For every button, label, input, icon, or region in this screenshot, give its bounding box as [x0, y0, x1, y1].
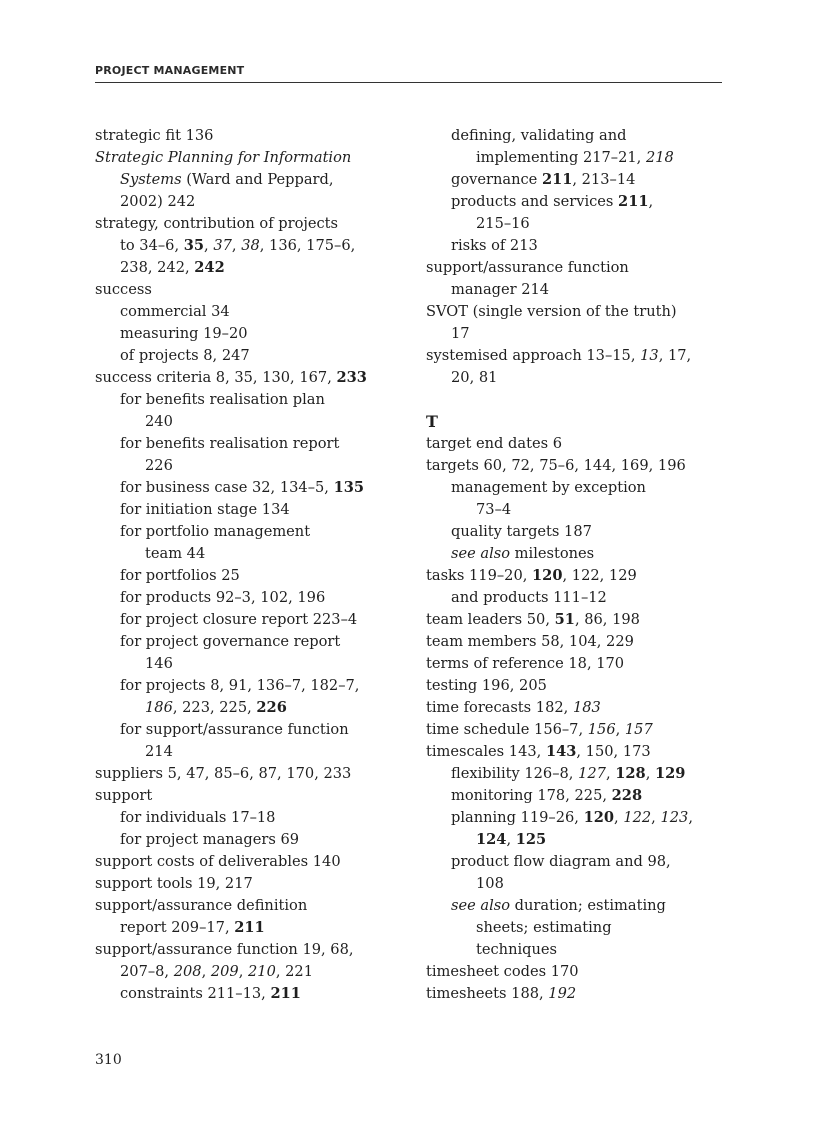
index-text: management by exception [451, 479, 646, 496]
index-text: , [605, 765, 616, 782]
index-text: 242 [194, 259, 225, 276]
index-text: , 122, 129 [562, 567, 637, 584]
index-text: 226 [256, 699, 287, 716]
index-entry [95, 125, 405, 147]
index-text: timescales 143, [426, 743, 546, 760]
index-subentry [426, 125, 726, 147]
running-header: PROJECT MANAGEMENT [95, 64, 245, 77]
index-subentry [95, 631, 405, 653]
index-text: 208 [173, 963, 202, 980]
index-text: 125 [515, 831, 547, 848]
index-subentry [95, 521, 405, 543]
index-subentry [426, 785, 726, 807]
index-entry [95, 279, 405, 301]
index-subentry [426, 587, 726, 609]
index-text: for project closure report 223–4 [120, 611, 358, 628]
index-text: 192 [548, 985, 577, 1002]
index-entry [95, 785, 405, 807]
index-subentry [95, 411, 405, 433]
index-entry [426, 301, 726, 323]
index-text: 240 [145, 413, 173, 430]
index-subentry [95, 961, 405, 983]
index-text: , [648, 193, 654, 210]
index-text: defining, validating and [451, 127, 627, 144]
header-rule [95, 82, 722, 83]
index-subentry [426, 895, 726, 917]
index-text: 51 [554, 611, 575, 628]
index-text: 128 [615, 765, 646, 782]
index-text: 218 [645, 149, 674, 166]
index-subentry [95, 587, 405, 609]
index-entry [426, 455, 726, 477]
index-text: , [614, 809, 624, 826]
index-text: for support/assurance function [120, 721, 349, 738]
index-column-left [95, 125, 405, 1005]
index-text: strategic fit 136 [95, 127, 214, 144]
index-text: 156 [587, 721, 616, 738]
index-subentry [95, 829, 405, 851]
index-text: techniques [476, 941, 558, 958]
index-text: governance [451, 171, 542, 188]
index-text: 214 [145, 743, 173, 760]
index-subentry [426, 191, 726, 213]
index-text: support [95, 787, 153, 804]
index-subentry [95, 169, 405, 191]
index-text: team members 58, 104, 229 [426, 633, 634, 650]
index-text: to 34–6, [120, 237, 184, 254]
index-text: support/assurance function [426, 259, 629, 276]
index-subentry [426, 829, 726, 851]
index-text: and products 111–12 [451, 589, 607, 606]
index-text: product flow diagram and 98, [451, 853, 671, 870]
index-text: 120 [583, 809, 615, 826]
index-entry [95, 895, 405, 917]
index-entry [426, 257, 726, 279]
index-subentry [426, 323, 726, 345]
index-entry [95, 851, 405, 873]
index-text: timesheet codes 170 [426, 963, 579, 980]
index-subentry [95, 345, 405, 367]
index-subentry [426, 147, 726, 169]
index-text: 20, 81 [451, 369, 498, 386]
index-text: for portfolio management [120, 523, 311, 540]
index-text: 143 [545, 743, 577, 760]
index-text: 226 [145, 457, 173, 474]
index-subentry [95, 565, 405, 587]
index-text: for individuals 17–18 [120, 809, 276, 826]
index-text: support costs of deliverables 140 [95, 853, 341, 870]
index-text: team 44 [145, 545, 206, 562]
index-text: flexibility 126–8, [451, 765, 579, 782]
index-text: , [204, 237, 214, 254]
index-subentry [426, 917, 726, 939]
section-letter [426, 411, 726, 433]
index-entry [426, 565, 726, 587]
index-text: terms of reference 18, 170 [426, 655, 625, 672]
index-subentry [426, 763, 726, 785]
index-entry [95, 873, 405, 895]
index-subentry [95, 697, 405, 719]
index-text: , [615, 721, 625, 738]
index-subentry [426, 279, 726, 301]
index-text: risks of 213 [451, 237, 538, 254]
index-text: 209 [210, 963, 239, 980]
index-entry [426, 345, 726, 367]
index-subentry [95, 543, 405, 565]
index-text: team leaders 50, [426, 611, 555, 628]
index-subentry [95, 323, 405, 345]
index-text: quality targets 187 [451, 523, 592, 540]
index-entry [95, 367, 405, 389]
index-text: manager 214 [451, 281, 550, 298]
index-text: support tools 19, 217 [95, 875, 253, 892]
index-subentry [426, 499, 726, 521]
index-subentry [426, 543, 726, 565]
index-text: 17 [451, 325, 470, 342]
index-text: 228 [611, 787, 643, 804]
index-text: 13 [640, 347, 659, 364]
index-text: 108 [476, 875, 504, 892]
index-subentry [95, 433, 405, 455]
index-text: , [651, 809, 661, 826]
index-entry [426, 741, 726, 763]
index-subentry [95, 455, 405, 477]
index-text: milestones [510, 545, 595, 562]
index-text: support/assurance function 19, 68, [95, 941, 354, 958]
index-text: 124 [476, 831, 507, 848]
index-text: SVOT (single version of the truth) [426, 303, 677, 320]
index-text: 233 [336, 369, 367, 386]
index-text: Strategic Planning for Information [95, 149, 352, 166]
index-text: , [506, 831, 516, 848]
index-entry [426, 697, 726, 719]
index-text: 123 [660, 809, 689, 826]
index-entry [426, 433, 726, 455]
index-text: , 223, 225, [172, 699, 257, 716]
index-entry [95, 763, 405, 785]
index-subentry [426, 807, 726, 829]
index-text: strategy, contribution of projects [95, 215, 339, 232]
index-entry [426, 961, 726, 983]
index-text: for project governance report [120, 633, 341, 650]
index-text: , [201, 963, 211, 980]
index-text: implementing 217–21, [476, 149, 646, 166]
index-subentry [95, 807, 405, 829]
index-text: for business case 32, 134–5, [120, 479, 334, 496]
index-entry [95, 939, 405, 961]
index-subentry [95, 301, 405, 323]
index-text: support/assurance definition [95, 897, 308, 914]
index-text: see also [451, 545, 511, 562]
index-text: 157 [624, 721, 653, 738]
index-subentry [426, 235, 726, 257]
index-subentry [426, 939, 726, 961]
index-text: , [688, 809, 693, 826]
index-text: 210 [248, 963, 276, 980]
index-text: measuring 19–20 [120, 325, 248, 342]
index-subentry [95, 741, 405, 763]
index-text: success [95, 281, 152, 298]
index-text: targets 60, 72, 75–6, 144, 169, 196 [426, 457, 686, 474]
index-text: (Ward and Peppard, [181, 171, 334, 188]
index-subentry [426, 213, 726, 235]
index-text: for products 92–3, 102, 196 [120, 589, 326, 606]
index-text: 73–4 [476, 501, 512, 518]
index-entry [426, 609, 726, 631]
index-text: Systems [120, 171, 182, 188]
index-subentry [426, 851, 726, 873]
index-text: 183 [572, 699, 601, 716]
index-text: 35 [183, 237, 205, 254]
index-text: 135 [333, 479, 365, 496]
index-text: target end dates 6 [426, 435, 562, 452]
index-text: success criteria 8, 35, 130, 167, [95, 369, 337, 386]
index-entry [426, 983, 726, 1005]
index-subentry [95, 477, 405, 499]
index-subentry [426, 169, 726, 191]
index-subentry [95, 389, 405, 411]
index-text: commercial 34 [120, 303, 230, 320]
index-text: for benefits realisation plan [120, 391, 325, 408]
index-text: 129 [654, 765, 686, 782]
index-text: , 213–14 [572, 171, 636, 188]
index-text: , 136, 175–6, [259, 237, 356, 254]
index-text: see also [451, 897, 511, 914]
index-text: 2002) 242 [120, 193, 196, 210]
index-text: 211 [234, 919, 265, 936]
index-text: , [645, 765, 655, 782]
index-text: 211 [270, 985, 301, 1002]
index-text: time forecasts 182, [426, 699, 573, 716]
index-subentry [426, 367, 726, 389]
index-entry [426, 719, 726, 741]
page-number: 310 [95, 1052, 122, 1068]
index-entry [426, 675, 726, 697]
index-text: , [231, 237, 242, 254]
index-text: 211 [541, 171, 573, 188]
index-subentry [95, 917, 405, 939]
index-text: for benefits realisation report [120, 435, 340, 452]
index-column-right [426, 125, 726, 1005]
index-text: 238, 242, [120, 259, 195, 276]
index-subentry [95, 191, 405, 213]
index-text: for project managers 69 [120, 831, 300, 848]
index-text: duration; estimating [510, 897, 666, 914]
index-text: systemised approach 13–15, [426, 347, 641, 364]
index-text: sheets; estimating [476, 919, 612, 936]
index-subentry [426, 873, 726, 895]
section-spacer [426, 389, 726, 411]
index-text: suppliers 5, 47, 85–6, 87, 170, 233 [95, 765, 352, 782]
index-text: , 150, 173 [576, 743, 651, 760]
index-text: T [426, 412, 438, 431]
index-subentry [95, 609, 405, 631]
index-text: 207–8, [120, 963, 174, 980]
index-text: for projects 8, 91, 136–7, 182–7, [120, 677, 360, 694]
index-subentry [426, 477, 726, 499]
index-subentry [95, 235, 405, 257]
index-text: tasks 119–20, [426, 567, 533, 584]
index-subentry [95, 653, 405, 675]
index-text: time schedule 156–7, [426, 721, 588, 738]
index-text: constraints 211–13, [120, 985, 271, 1002]
index-text: 215–16 [476, 215, 530, 232]
index-entry [95, 213, 405, 235]
index-text: monitoring 178, 225, [451, 787, 612, 804]
index-subentry [95, 983, 405, 1005]
index-text: 120 [532, 567, 563, 584]
index-subentry [426, 521, 726, 543]
index-text: 127 [578, 765, 606, 782]
index-text: 38 [241, 237, 260, 254]
index-subentry [95, 257, 405, 279]
index-text: 122 [623, 809, 652, 826]
index-entry [426, 631, 726, 653]
index-text: for initiation stage 134 [120, 501, 290, 518]
index-text: , 86, 198 [574, 611, 640, 628]
index-text: of projects 8, 247 [120, 347, 250, 364]
index-text: , 17, [658, 347, 692, 364]
index-text: 186 [145, 699, 173, 716]
index-subentry [95, 719, 405, 741]
index-text: 211 [618, 193, 649, 210]
index-text: products and services [451, 193, 619, 210]
index-entry [95, 147, 405, 169]
index-text: 146 [145, 655, 173, 672]
index-subentry [95, 499, 405, 521]
index-text: for portfolios 25 [120, 567, 240, 584]
index-text: 37 [213, 237, 232, 254]
index-text: , [238, 963, 248, 980]
index-entry [426, 653, 726, 675]
index-text: timesheets 188, [426, 985, 549, 1002]
index-text: report 209–17, [120, 919, 235, 936]
index-text: planning 119–26, [451, 809, 584, 826]
index-text: , 221 [275, 963, 313, 980]
index-text: testing 196, 205 [426, 677, 547, 694]
index-subentry [95, 675, 405, 697]
